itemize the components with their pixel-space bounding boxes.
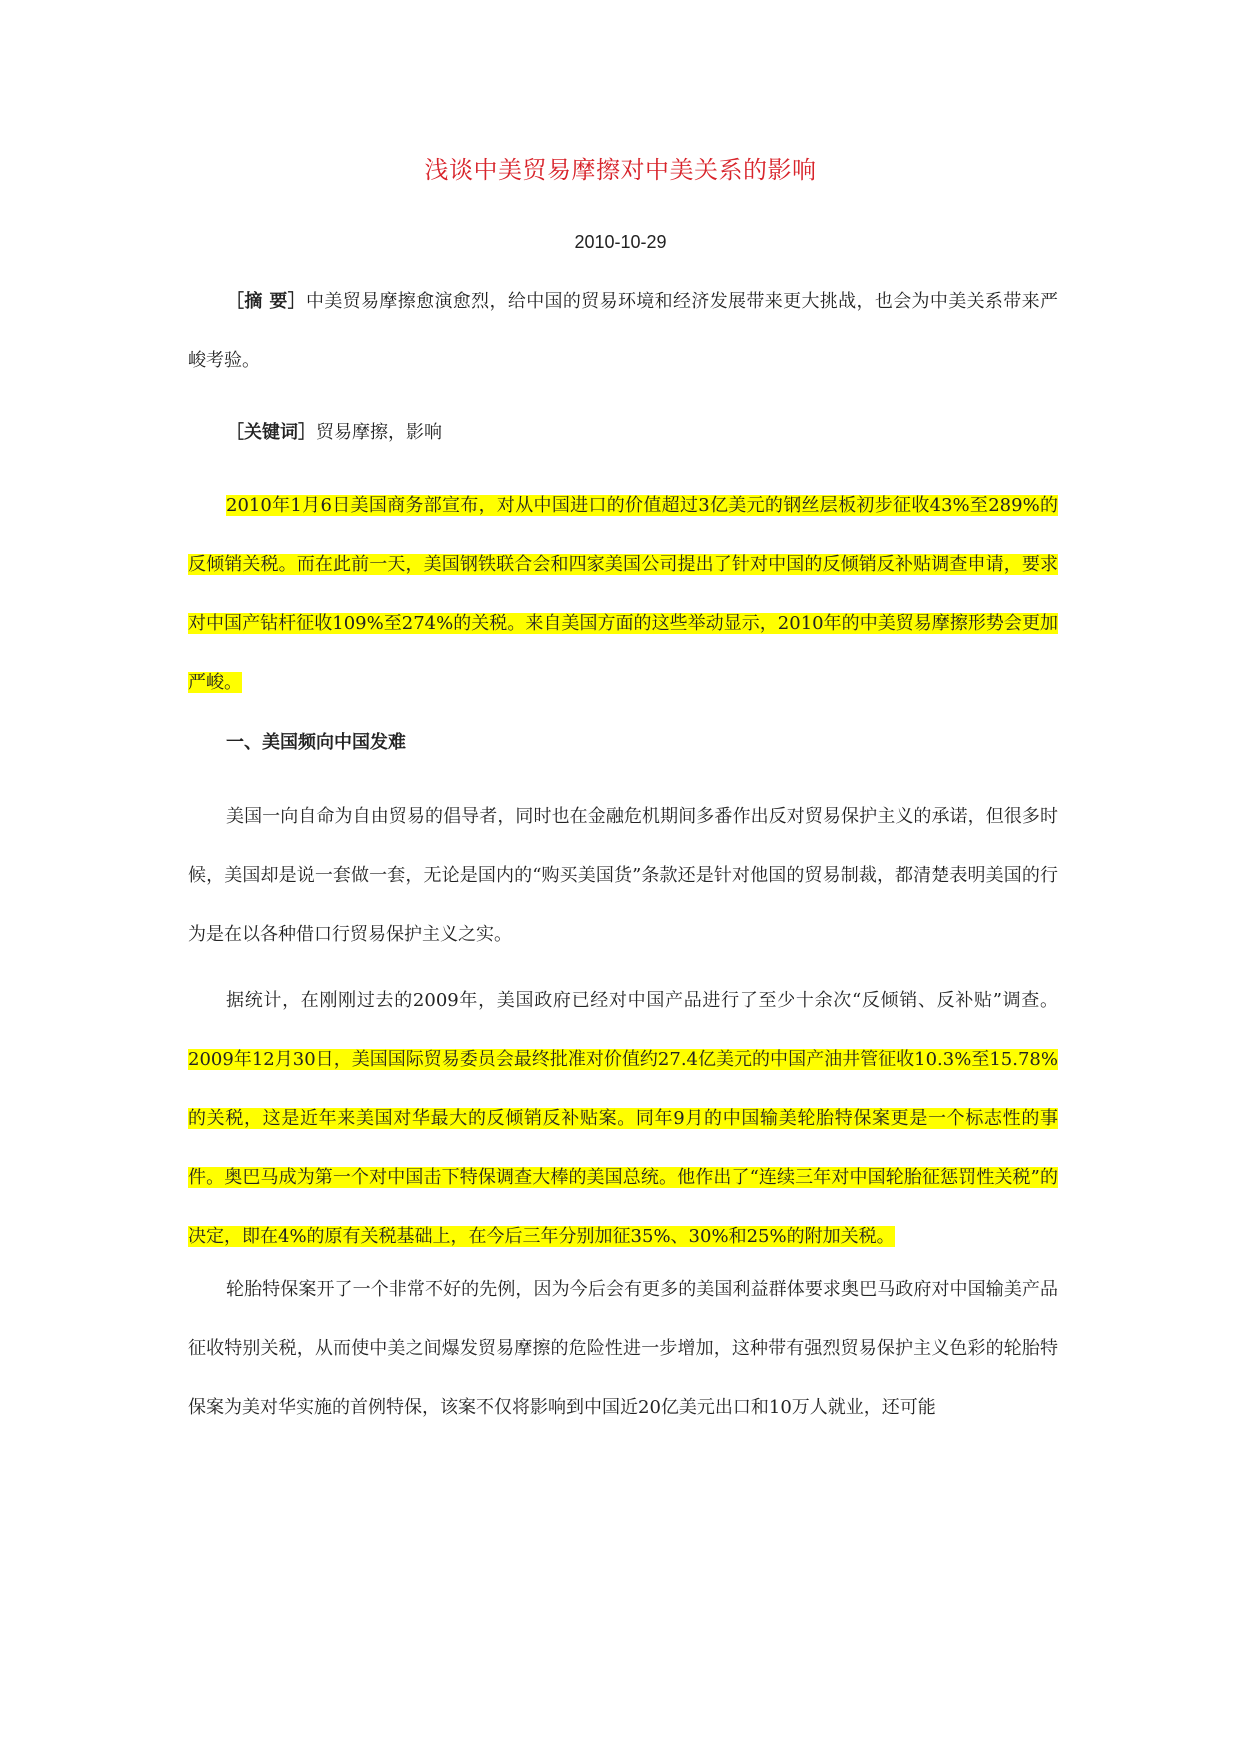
document-date: 2010-10-29 <box>574 232 667 252</box>
paragraph-3 <box>188 971 1058 1266</box>
keywords-paragraph <box>188 403 1058 462</box>
paragraph-4-text: 轮胎特保案开了一个非常不好的先例，因为今后会有更多的美国利益群体要求奥巴马政府对中国输美产品征收特别关税，从而使中美之间爆发贸易摩擦的危险性进一步增加，这种带有强烈贸易保护主义色彩的轮胎特保案为美对华实施的首例特保，该案不仅将影响到中国近20亿美元出口和10万人就业，还可能 <box>188 1279 1058 1418</box>
paragraph-4 <box>188 1260 1058 1437</box>
document-title: 浅谈中美贸易摩擦对中美关系的影响 <box>424 156 817 184</box>
abstract-label: ［摘 要］ <box>226 291 307 312</box>
abstract-text: 中美贸易摩擦愈演愈烈，给中国的贸易环境和经济发展带来更大挑战，也会为中美关系带来严峻考验。 <box>188 291 1058 371</box>
keywords-text: 贸易摩擦，影响 <box>316 422 442 443</box>
paragraph-2 <box>188 787 1058 964</box>
keywords-label: ［关键词］ <box>226 422 316 443</box>
section-1-heading: 一、美国频向中国发难 <box>226 732 406 753</box>
abstract-paragraph <box>188 272 1058 390</box>
highlighted-text: 2010年1月6日美国商务部宣布，对从中国进口的价值超过3亿美元的钢丝层板初步征收43%至289%的反倾销关税。而在此前一天，美国钢铁联合会和四家美国公司提出了针对中国的反倾销反补贴调查申请，要求对中国产钻杆征收109%至274%的关税。来自美国方面的这些举动显示，2010年的中美贸易摩擦形势会更加严峻。 <box>188 495 1058 693</box>
paragraph-1 <box>188 476 1058 712</box>
highlighted-text: 2009年12月30日，美国国际贸易委员会最终批准对价值约27.4亿美元的中国产油井管征收10.3%至15.78%的关税，这是近年来美国对华最大的反倾销反补贴案。同年9月的中国输美轮胎特保案更是一个标志性的事件。奥巴马成为第一个对中国击下特保调查大棒的美国总统。他作出了“连续三年对中国轮胎征惩罚性关税”的决定，即在4%的原有关税基础上，在今后三年分别加征35%、30%和25%的附加关税。 <box>188 1049 1058 1247</box>
paragraph-2-text: 美国一向自命为自由贸易的倡导者，同时也在金融危机期间多番作出反对贸易保护主义的承诺，但很多时候，美国却是说一套做一套，无论是国内的“购买美国货”条款还是针对他国的贸易制裁，都清楚表明美国的行为是在以各种借口行贸易保护主义之实。 <box>188 806 1058 945</box>
paragraph-3-plain-text: 据统计，在刚刚过去的2009年，美国政府已经对中国产品进行了至少十余次“反倾销、反补贴”调查。 <box>226 990 1058 1011</box>
